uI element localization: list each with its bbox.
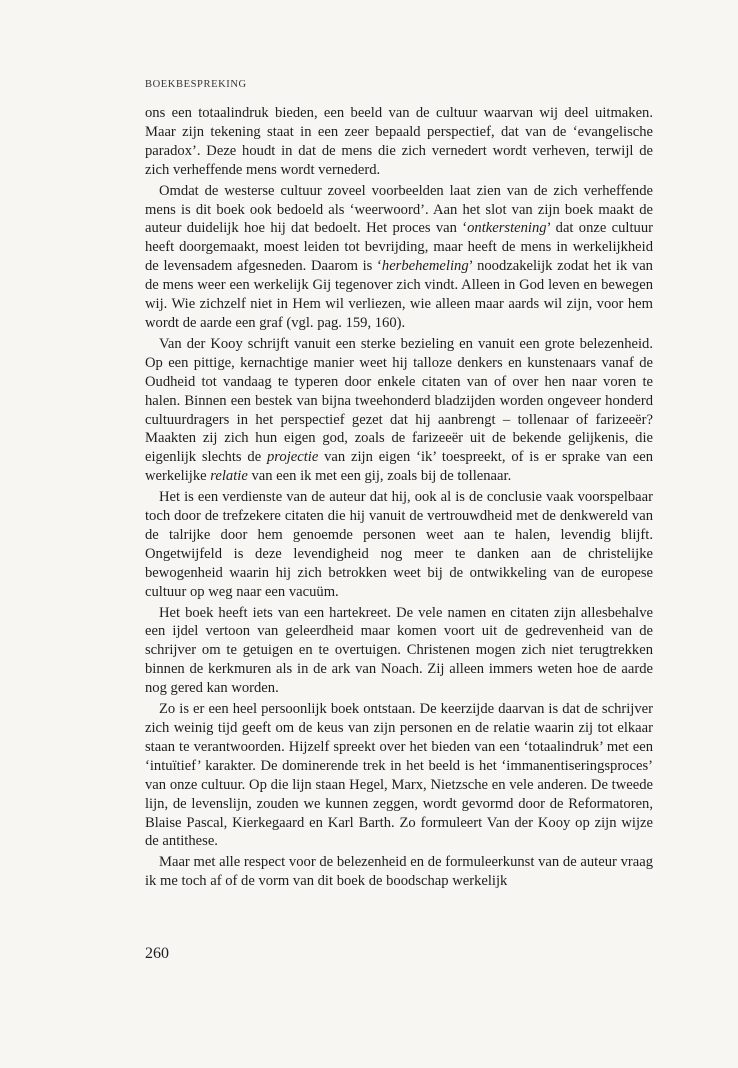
italic-run: relatie <box>210 468 248 485</box>
text-run: van een ik met een gij, zoals bij de tollenaar. <box>247 468 512 485</box>
paragraph <box>145 604 653 699</box>
paragraph <box>145 104 653 180</box>
paragraph <box>145 488 653 601</box>
italic-run: ontkerstening <box>467 220 547 237</box>
text-run: ’ noodzakelijk zodat het ik van de mens weer een werkelijk Gij tegenover zich vindt. Alleen in God leven en bewegen wij. Wie zichzelf niet in Hem wil verliezen, wie alleen maar aards wil zijn, voor hem wordt de aarde een graf (vgl. pag. 159, 160). <box>145 258 653 331</box>
running-head: BOEKBESPREKING <box>145 79 247 90</box>
italic-run: projectie <box>266 449 319 466</box>
text-run: Maar met alle respect voor de belezenheid en de formuleerkunst van de auteur vraag ik me toch af of de vorm van dit boek de boodschap werkelijk <box>145 854 653 890</box>
paragraph <box>145 700 653 851</box>
text-run: Het boek heeft iets van een hartekreet. De vele namen en citaten zijn allesbehalve een ijdel vertoon van geleerdheid maar komen voort uit de gedrevenheid van de schrijver om te getuigen en te overtuigen. Christenen mogen zich niet terugtrekken binnen de kerkmuren als in de ark van Noach. Zij alleen immers weten hoe de aarde nog gered kan worden. <box>145 604 653 697</box>
text-run: Zo is er een heel persoonlijk boek ontstaan. De keerzijde daarvan is dat de schrijver zich weinig tijd geeft om de keus van zijn personen en de relatie waarin zij tot elkaar staan te verantwoorden. Hijzelf spreekt over het bieden van een ‘totaalindruk’ met een ‘intuïtief’ karakter. De dominerende trek in het beeld is het ‘immanentiseringsproces’ van onze cultuur. Op die lijn staan Hegel, Marx, Nietzsche en vele anderen. De tweede lijn, de levenslijn, zouden we kunnen zeggen, wordt gevormd door de Reformatoren, Blaise Pascal, Kierkegaard en Karl Barth. Zo formuleert Van der Kooy op zijn wijze de antithese. <box>145 701 653 850</box>
page-number: 260 <box>145 945 169 962</box>
text-run: Het is een verdienste van de auteur dat hij, ook al is de conclusie vaak voorspelbaar toch door de trefzekere citaten die hij vanuit de vertrouwdheid met de denkwereld van de talrijke door hem genoemde personen weet aan te halen, levendig blijft. Ongetwijfeld is deze levendigheid nog meer te danken aan de christelijke bewogenheid waarin hij zich betrokken weet bij de ontwikkeling van de europese cultuur op weg naar een vacuüm. <box>145 489 653 600</box>
italic-run: herbehemeling <box>381 258 469 275</box>
text-run: ’ dat onze cultuur heeft doorgemaakt, moest leiden tot bevrijding, maar heeft de mens in werkelijkheid de levensadem afgesneden. Daarom is ‘ <box>145 220 653 275</box>
paragraph <box>145 182 653 333</box>
text-run: ons een totaalindruk bieden, een beeld van de cultuur waarvan wij deel uitmaken. Maar zijn tekening staat in een zeer bepaald perspectief, dat van de ‘evangelische paradox’. Deze houdt in dat de mens die zich vernedert wordt verheven, terwijl de zich verheffende mens wordt vernederd. <box>145 105 653 178</box>
paragraph <box>145 853 653 891</box>
text-run: Omdat de westerse cultuur zoveel voorbeelden laat zien van de zich verheffende mens is dit boek ook bedoeld als ‘weerwoord’. Aan het slot van zijn boek maakt de auteur duidelijk hoe hij dat bedoelt. Het proces van ‘ <box>145 182 653 237</box>
paragraph <box>145 335 653 486</box>
body-text <box>145 104 653 893</box>
text-run: van zijn eigen ‘ik’ toespreekt, of is er sprake van een werkelijke <box>145 449 653 485</box>
text-run: Van der Kooy schrijft vanuit een sterke bezieling en vanuit een grote belezenheid. Op een pittige, kernachtige manier weet hij talloze denkers en kunstenaars vanaf de Oudheid tot vandaag te typeren door enkele citaten van of over hen naar voren te halen. Binnen een bestek van bijna tweehonderd bladzijden worden ongeveer honderd cultuurdragers in het perspectief gezet dat hij aanbrengt – tollenaar of farizeeër? Maakten zij zich hun eigen god, zoals de farizeeër uit de bekende gelijkenis, die eigenlijk slechts de <box>145 335 653 466</box>
